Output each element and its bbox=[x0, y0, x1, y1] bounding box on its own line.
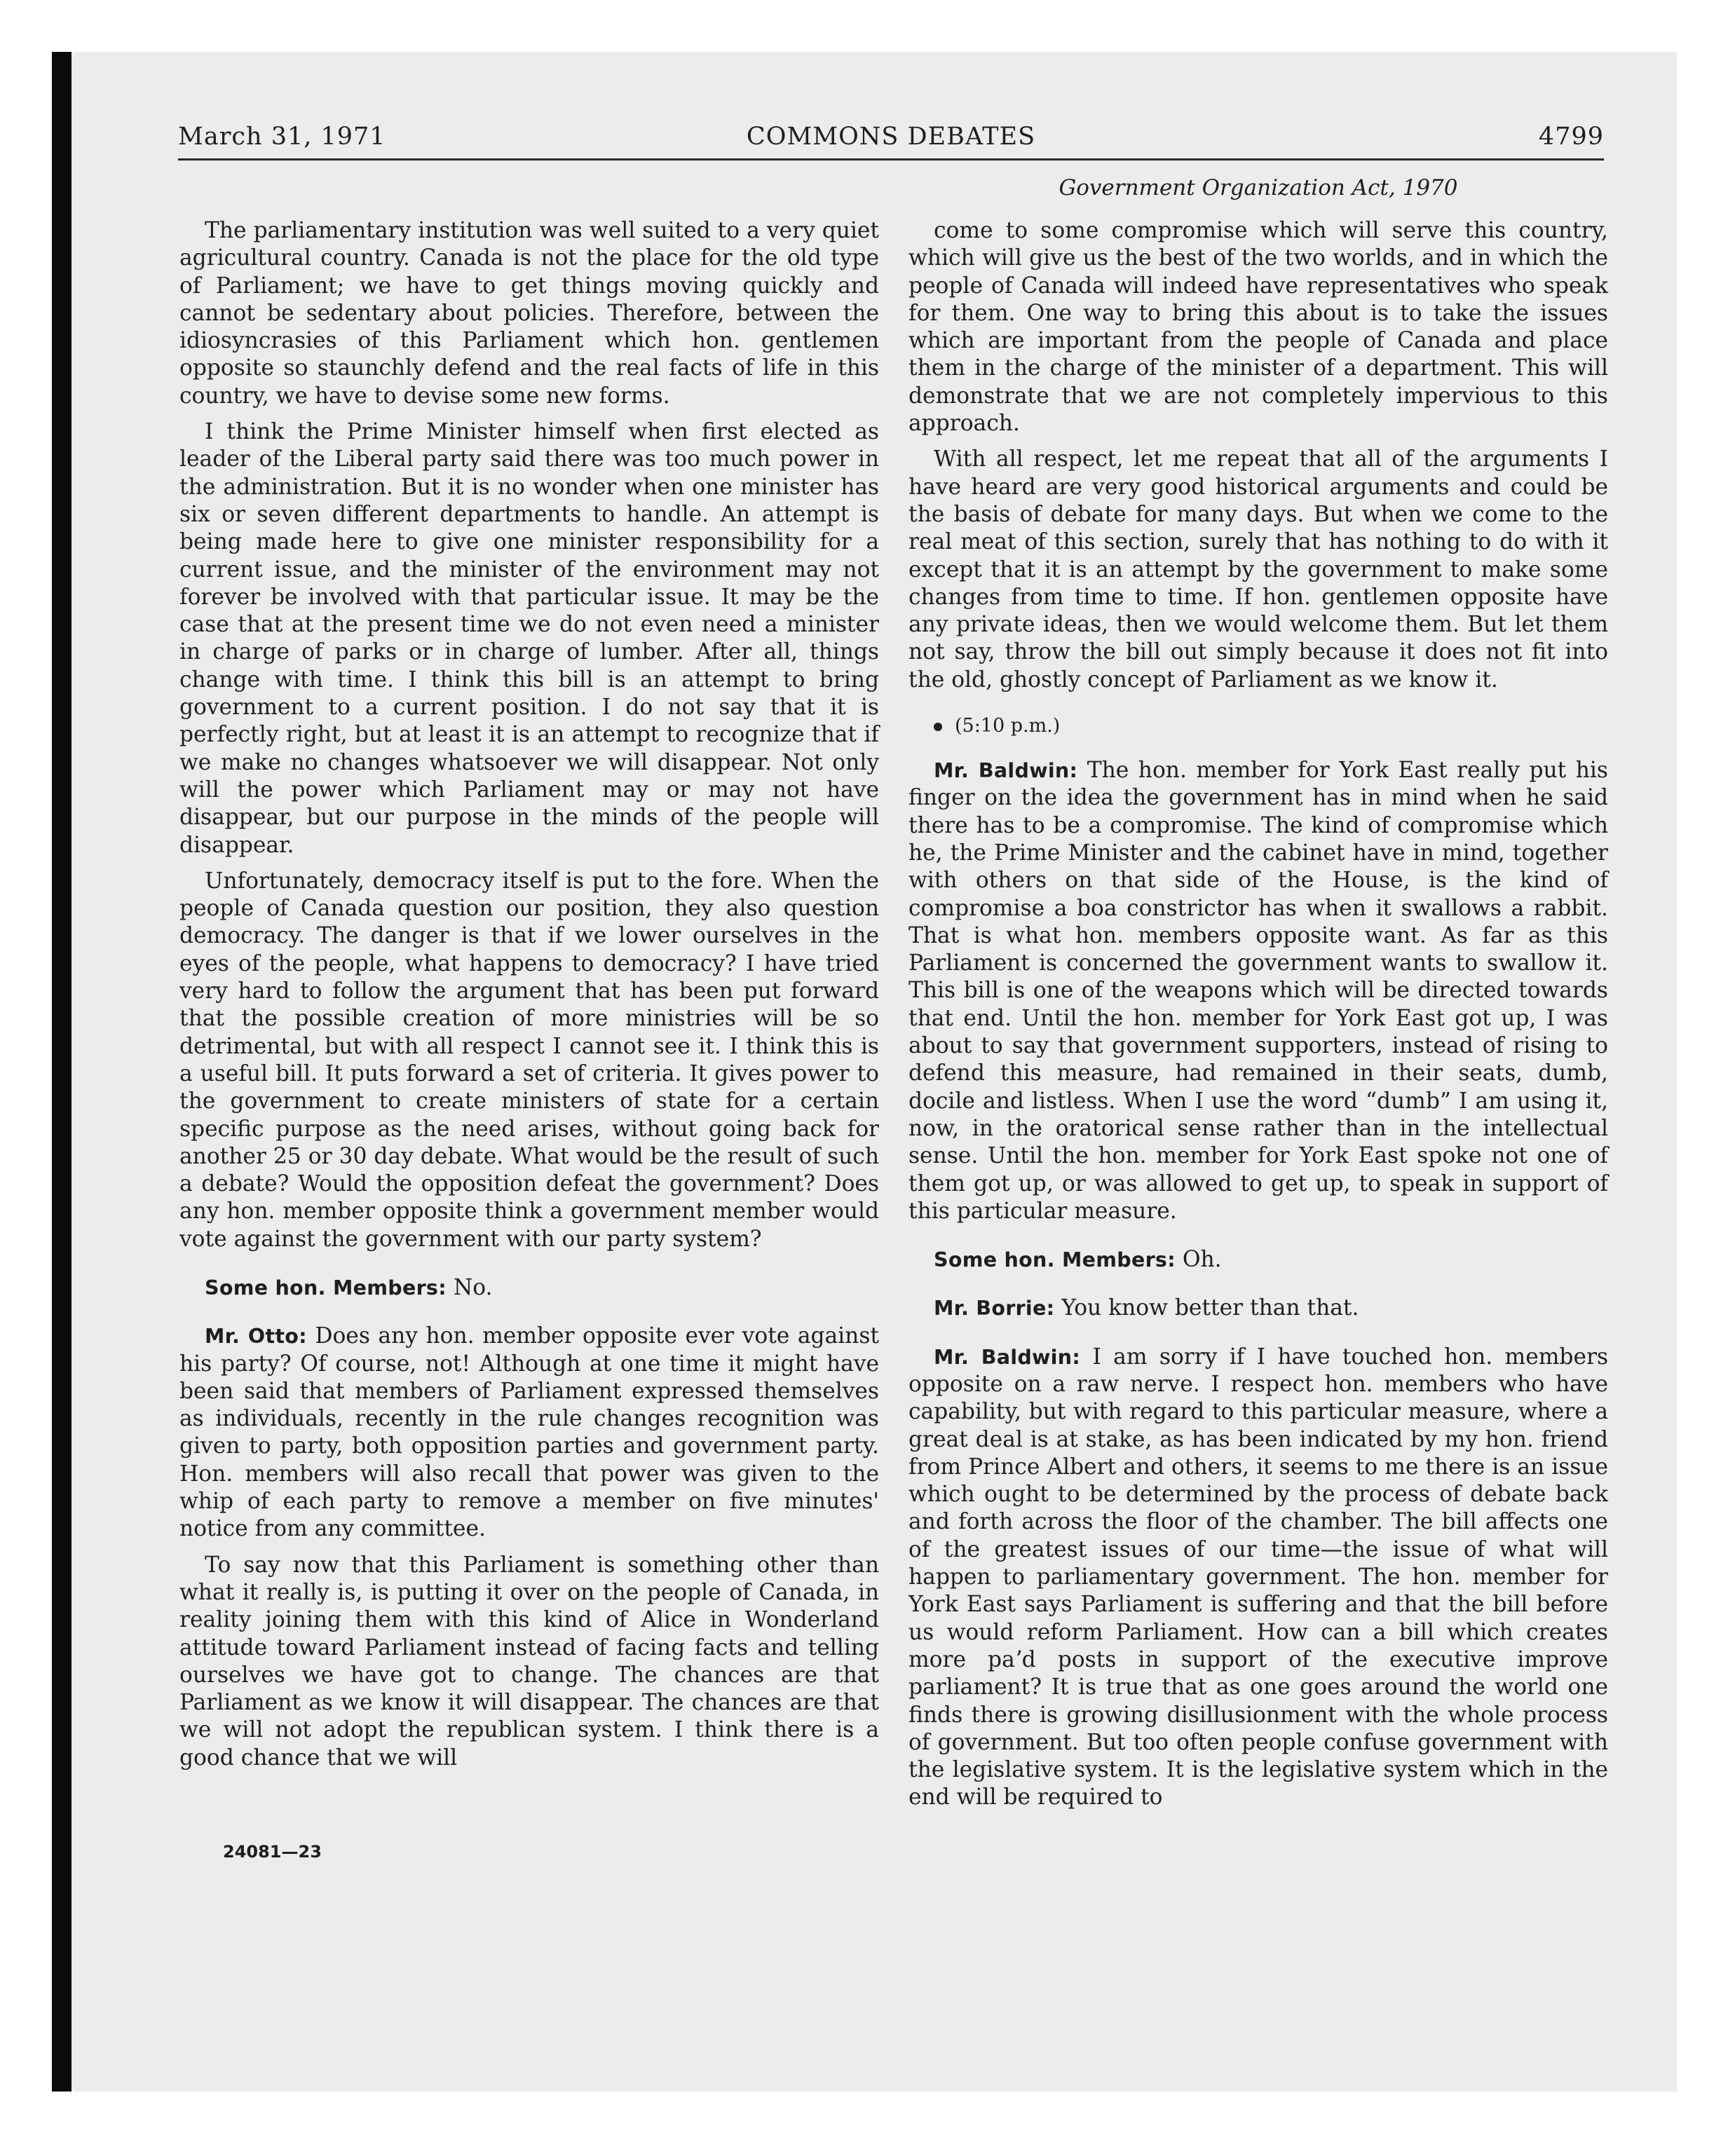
paragraph: come to some compromise which will serve this country, which will give us the best of the two worlds, and in which the people of Canada will indeed have representatives who speak for them. One way to bring this about is to take the issues which are important from the people of Canada and place them in the charge of the minister of a department. This will demonstrate that we are not completely impervious to this approach. bbox=[909, 218, 1608, 437]
paragraph: With all respect, let me repeat that all of the arguments I have heard are very good historical arguments and could be the basis of debate for many days. But when we come to the real meat of this section, surely that has nothing to do with it except that it is an attempt by the government to make some changes from time to time. If hon. gentlemen opposite have any private ideas, then we would welcome them. But let them not say, throw the bill out simply because it does not fit into the old, ghostly concept of Parliament as we know it. bbox=[909, 446, 1608, 692]
time-stamp bbox=[909, 712, 1608, 740]
speaker-name: Mr. Baldwin: bbox=[934, 1345, 1081, 1369]
speaker-name: Mr. Borrie: bbox=[934, 1297, 1055, 1321]
scan-edge bbox=[52, 52, 72, 2092]
header-title: COMMONS DEBATES bbox=[746, 123, 1036, 151]
interjection bbox=[909, 1246, 1608, 1274]
speaker-name: Some hon. Members: bbox=[934, 1248, 1176, 1272]
speech-text: No. bbox=[453, 1274, 493, 1300]
header-page-number: 4799 bbox=[1538, 123, 1604, 151]
speech bbox=[909, 757, 1608, 1225]
speech bbox=[179, 1323, 879, 1543]
time-text: (5:10 p.m.) bbox=[955, 715, 1061, 737]
right-column bbox=[909, 175, 1609, 1820]
speech-text: Does any hon. member opposite ever vote against his party? Of course, not! Although at one time it might have been said that members of Parliament expressed themselves as individuals, recently in the rule changes recognition was given to party, both opposition parties and government party. Hon. members will also recall that power was given to the whip of each party to remove a member on five minutes' notice from any committee. bbox=[179, 1323, 879, 1542]
paragraph: To say now that this Parliament is something other than what it really is, is putting it over on the people of Canada, in reality joining them with this kind of Alice in Wonderland attitude toward Parliament instead of facing facts and telling ourselves we have got to change. The chances are that Parliament as we know it will disappear. The chances are that we will not adopt the republican system. I think there is a good chance that we will bbox=[179, 1552, 879, 1770]
left-column bbox=[179, 217, 879, 1780]
page-header bbox=[178, 119, 1604, 161]
speech-text: Oh. bbox=[1182, 1247, 1222, 1273]
speaker-name: Mr. Baldwin: bbox=[934, 759, 1078, 783]
speaker-name: Mr. Otto: bbox=[205, 1325, 307, 1349]
speech bbox=[909, 1344, 1608, 1812]
header-date: March 31, 1971 bbox=[178, 123, 386, 151]
speech-text: You know better than that. bbox=[1061, 1295, 1359, 1321]
bullet-icon bbox=[934, 723, 942, 731]
speaker-name: Some hon. Members: bbox=[205, 1276, 447, 1299]
running-head: Government Organization Act, 1970 bbox=[1059, 175, 1458, 200]
interjection bbox=[179, 1274, 879, 1302]
speech-text: I am sorry if I have touched hon. members opposite on a raw nerve. I respect hon. members who have capability, but with regard to this particular measure, where a great deal is at stake, as has been indicated by my hon. friend from Prince Albert and others, it seems to me there is an issue which ought to be determined by the process of debate back and forth across the floor of the chamber. The bill affects one of the greatest issues of our time—the issue of what will happen to parliamentary government. The hon. member for York East says Parliament is suffering and that the bill before us would reform Parliament. How can a bill which creates more paʼd posts in support of the executive improve parliament? It is true that as one goes around the world one finds there is growing disillusionment with the whole process of government. But too often people confuse government with the legislative system. It is the legislative system which in the end will be required to bbox=[909, 1344, 1609, 1810]
print-code: 24081—23 bbox=[223, 1842, 322, 1862]
speech bbox=[909, 1295, 1608, 1322]
paragraph: Unfortunately, democracy itself is put to the fore. When the people of Canada question our position, they also question democracy. The danger is that if we lower ourselves in the eyes of the people, what happens to democracy? I have tried very hard to follow the argument that has been put forward that the possible creation of more ministries will be so detrimental, but with all respect I cannot see it. I think this is a useful bill. It puts forward a set of criteria. It gives power to the government to create ministers of state for a certain specific purpose as the need arises, without going back for another 25 or 30 day debate. What would be the result of such a debate? Would the opposition defeat the government? Does any hon. member opposite think a government member would vote against the government with our party system? bbox=[179, 868, 879, 1252]
paragraph: I think the Prime Minister himself when first elected as leader of the Liberal party said there was too much power in the administration. But it is no wonder when one minister has six or seven different departments to handle. An attempt is being made here to give one minister responsibility for a current issue, and the minister of the environment may not forever be involved with that particular issue. It may be the case that at the present time we do not even need a minister in charge of parks or in charge of lumber. After all, things change with time. I think this bill is an attempt to bring government to a current position. I do not say that it is perfectly right, but at least it is an attempt to recognize that if we make no changes whatsoever we will disappear. Not only will the power which Parliament may or may not have disappear, but our purpose in the minds of the people will disappear. bbox=[179, 419, 879, 858]
speech-text: The hon. member for York East really put his finger on the idea the government has in mind when he said there has to be a compromise. The kind of compromise which he, the Prime Minister and the cabinet have in mind, together with others on that side of the House, is the kind of compromise a boa constrictor has when it swallows a rabbit. That is what hon. members opposite want. As far as this Parliament is concerned the government wants to swallow it. This bill is one of the weapons which will be directed towards that end. Until the hon. member for York East got up, I was about to say that government supporters, instead of rising to defend this measure, had remained in their seats, dumb, docile and listless. When I use the word “dumb” I am using it, now, in the oratorical sense rather than in the intellectual sense. Until the hon. member for York East spoke not one of them got up, or was allowed to get up, to speak in support of this particular measure. bbox=[909, 758, 1608, 1224]
paragraph: The parliamentary institution was well suited to a very quiet agricultural country. Canada is not the place for the old type of Parliament; we have to get things moving quickly and cannot be sedentary about policies. Therefore, between the idiosyncrasies of this Parliament which hon. gentlemen opposite so staunchly defend and the real facts of life in this country, we have to devise some new forms. bbox=[179, 218, 879, 409]
